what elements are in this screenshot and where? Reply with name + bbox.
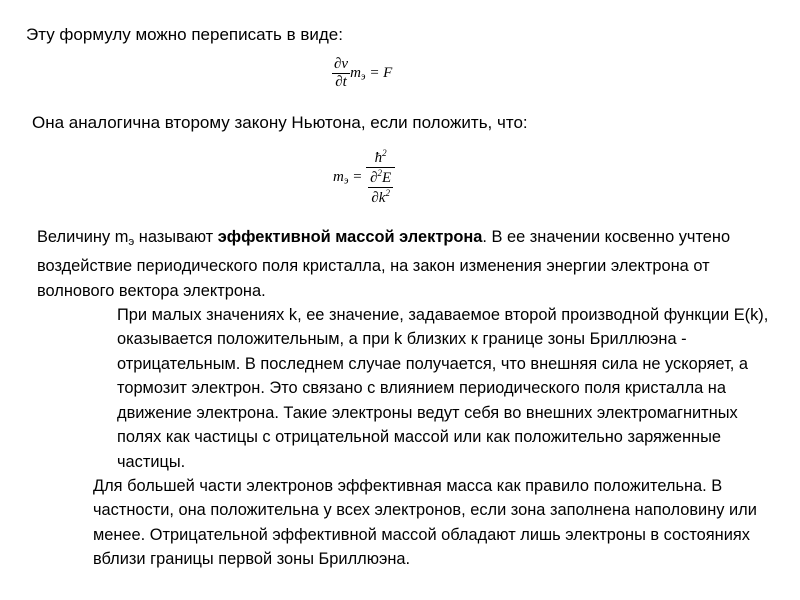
formula-newton-form (332, 56, 392, 91)
hbar-symbol: ħ (374, 150, 383, 166)
para1-pre: Величину m (37, 228, 129, 246)
para1-subscript: э (128, 235, 135, 248)
partial-power: 2 (377, 168, 383, 178)
paragraph-effective-mass (37, 225, 772, 303)
para1-mid: называют (134, 228, 218, 246)
energy-symbol: E (382, 170, 392, 186)
para1-post: . В ее значении косвенно учтено воздействие периодического поля кристалла, на закон изменения энергии электрона от волнового вектора электрона. (37, 228, 731, 300)
hbar-power: 2 (382, 148, 387, 158)
formula-effective-mass (333, 148, 395, 207)
fraction-numerator: ∂v (334, 56, 349, 72)
partial-k-symbol: ∂k (371, 190, 386, 206)
fraction-hbar-over-second-derivative (366, 148, 395, 207)
mass-subscript: э (343, 175, 349, 187)
mass-symbol: m (333, 168, 344, 185)
partial-symbol: ∂ (370, 170, 378, 186)
para1-bold-term: эффективной массой электрона (217, 228, 483, 246)
intro-text-2: Она аналогична второму закону Ньютона, если положить, что: (32, 113, 528, 132)
inner-denominator (368, 188, 393, 207)
k-power: 2 (385, 188, 390, 198)
fraction-d2E-dk2 (368, 168, 393, 207)
mass-symbol: m (350, 64, 361, 81)
intro-text-1: Эту формулу можно переписать в виде: (26, 25, 343, 44)
mass-subscript: э (360, 71, 366, 83)
inner-numerator (368, 168, 393, 187)
body-text (37, 225, 772, 572)
paragraph-small-k: При малых значениях k, ее значение, задаваемое второй производной функции E(k), оказывается положительным, а при k близких к границе зоны Бриллюэна - отрицательным. В последнем случае получается, что внешняя сила не ускоряет, а тормозит электрон. Это связано с влиянием периодического поля кристалла на движение электрона. Такие электроны ведут себя во внешних электромагнитных полях как частицы с отрицательной массой или как положительно заряженные частицы. (117, 306, 769, 471)
fraction-denominator (366, 168, 395, 207)
fraction-numerator (366, 148, 395, 167)
paragraph-majority: Для большей части электронов эффективная масса как правило положительна. В частности, она положительна у всех электронов, если зона заполнена наполовину или менее. Отрицательной эффективной массой обладают лишь электроны в состояниях вблизи границы первой зоны Бриллюэна. (93, 476, 757, 569)
fraction-denominator: ∂t (335, 74, 347, 90)
equals-sign: = (352, 168, 363, 185)
fraction-dv-dt (332, 56, 350, 91)
equals-force: = F (369, 64, 393, 81)
